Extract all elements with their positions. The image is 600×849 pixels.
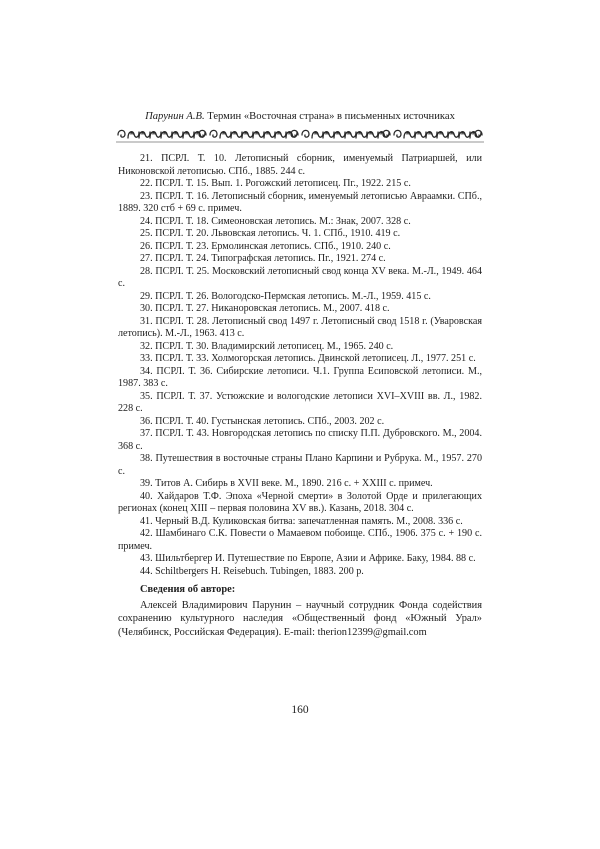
header-author: Парунин А.В.	[145, 111, 205, 122]
header-title: Термин «Восточная страна» в письменных источниках	[207, 111, 455, 122]
reference-item: 25. ПСРЛ. Т. 20. Львовская летопись. Ч. 1. СПб., 1910. 419 с.	[140, 228, 401, 239]
reference-item: 34. ПСРЛ. Т. 36. Сибирские летописи. Ч.1. Группа Есиповской летописи. М., 1987. 383 с.	[118, 365, 482, 389]
reference-item: 43. Шильтбергер И. Путешествие по Европе, Азии и Африке. Баку, 1984. 88 с.	[140, 553, 476, 564]
reference-item: 44. Schiltbergers H. Reisebuch. Tubingen, 1883. 200 p.	[140, 565, 364, 577]
reference-item: 38. Путешествия в восточные страны Плано Карпини и Рубрука. М., 1957. 270 с.	[118, 453, 482, 477]
page-number: 160	[291, 704, 309, 716]
reference-item: 32. ПСРЛ. Т. 30. Владимирский летописец. М., 1965. 240 с.	[140, 340, 394, 352]
reference-item: 33. ПСРЛ. Т. 33. Холмогорская летопись. Двинской летописец. Л., 1977. 251 с.	[140, 353, 476, 364]
reference-item: 22. ПСРЛ. Т. 15. Вып. 1. Рогожский летописец. Пг., 1922. 215 с.	[140, 178, 411, 189]
running-header	[118, 111, 482, 122]
reference-item: 39. Титов А. Сибирь в XVII веке. М., 1890. 216 с. + XXIII с. примеч.	[140, 478, 433, 489]
reference-item: 28. ПСРЛ. Т. 25. Московский летописный свод конца XV века. М.-Л., 1949. 464 с.	[118, 265, 482, 289]
reference-item: 35. ПСРЛ. Т. 37. Устюжские и вологодские летописи XVI–XVIII вв. Л., 1982. 228 с.	[118, 390, 482, 414]
author-info-heading: Сведения об авторе:	[140, 584, 236, 595]
reference-item: 37. ПСРЛ. Т. 43. Новгородская летопись по списку П.П. Дубровского. М., 2004. 368 с.	[118, 428, 482, 452]
author-info-text: Алексей Владимирович Парунин – научный сотрудник Фонда содействия сохранению культурного наследия «Общественный фонд «Южный Урал» (Челябинск, Российская Федерация). E-mail: therion12399@gmail.com	[118, 600, 482, 638]
reference-list	[118, 153, 482, 578]
reference-item: 31. ПСРЛ. Т. 28. Летописный свод 1497 г. Летописный свод 1518 г. (Уваровская летопись). М.-Л., 1963. 413 с.	[118, 315, 482, 339]
reference-item: 36. ПСРЛ. Т. 40. Густынская летопись. СПб., 2003. 202 с.	[140, 415, 385, 427]
reference-item: 40. Хайдаров Т.Ф. Эпоха «Черной смерти» в Золотой Орде и прилегающих регионах (конец XIII – первая половина XV вв.). Казань, 2018. 304 с.	[118, 490, 482, 514]
reference-item: 30. ПСРЛ. Т. 27. Никаноровская летопись. М., 2007. 418 с.	[140, 303, 390, 314]
reference-item: 29. ПСРЛ. Т. 26. Вологодско-Пермская летопись. М.-Л., 1959. 415 с.	[140, 290, 431, 302]
reference-item: 42. Шамбинаго С.К. Повести о Мамаевом побоище. СПб., 1906. 375 с. + 190 с. примеч.	[118, 528, 482, 552]
reference-item: 23. ПСРЛ. Т. 16. Летописный сборник, именуемый летописью Авраамки. СПб., 1889. 320 стб + 69 с. примеч.	[118, 190, 482, 214]
reference-item: 26. ПСРЛ. Т. 23. Ермолинская летопись. СПб., 1910. 240 с.	[140, 240, 391, 252]
reference-item: 27. ПСРЛ. Т. 24. Типографская летопись. Пг., 1921. 274 с.	[140, 253, 386, 264]
decorative-ornament-border	[116, 126, 484, 144]
author-info-section	[118, 584, 482, 639]
reference-item: 41. Черный В.Д. Куликовская битва: запечатленная память. М., 2008. 336 с.	[140, 515, 463, 527]
reference-item: 24. ПСРЛ. Т. 18. Симеоновская летопись. М.: Знак, 2007. 328 с.	[140, 215, 411, 227]
reference-item: 21. ПСРЛ. Т. 10. Летописный сборник, именуемый Патриаршей, или Никоновской летописью. СПб., 1885. 244 с.	[118, 153, 482, 177]
